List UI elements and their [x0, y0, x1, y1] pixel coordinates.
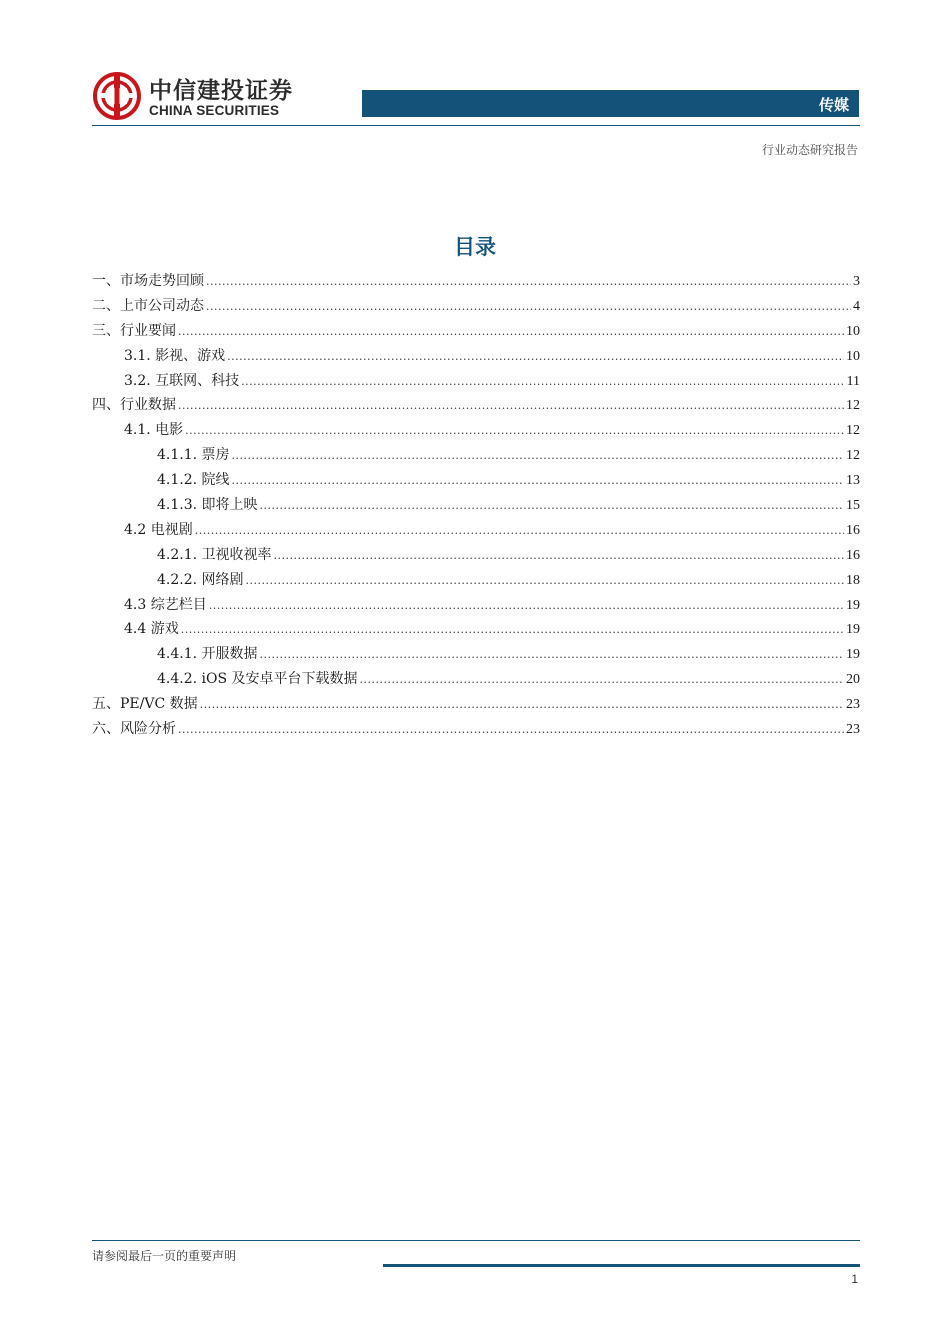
toc-entry[interactable]: [92, 345, 860, 370]
toc-entry-label: 3.1. 影视、游戏: [124, 347, 226, 364]
toc-leader: [200, 698, 844, 711]
toc-entry[interactable]: [92, 544, 860, 569]
toc-entry-page: 10: [846, 323, 860, 339]
toc-entry[interactable]: [92, 370, 860, 395]
toc-entry-label: 二、上市公司动态: [92, 297, 204, 314]
toc-entry-label: 4.4 游戏: [124, 621, 179, 638]
toc-entry[interactable]: [92, 444, 860, 469]
toc-entry-page: 12: [846, 448, 860, 464]
toc-entry-label: 四、行业数据: [92, 397, 176, 414]
toc-entry-label: 4.1.3. 即将上映: [157, 497, 258, 514]
toc-entry-label: 4.1.1. 票房: [157, 447, 230, 464]
toc-entry-page: 15: [846, 498, 860, 514]
toc-leader: [360, 673, 844, 686]
toc-entry-label: 3.2. 互联网、科技: [124, 372, 240, 389]
toc-entry-label: 4.2 电视剧: [124, 521, 193, 538]
logo-english-name: CHINA SECURITIES: [149, 103, 280, 118]
toc-leader: [274, 549, 844, 562]
company-logo: [93, 70, 303, 124]
toc-leader: [260, 648, 844, 661]
toc-entry[interactable]: [92, 718, 860, 743]
report-type-label: 行业动态研究报告: [761, 143, 858, 157]
toc-leader: [181, 623, 844, 636]
toc-entry-page: 13: [846, 473, 860, 489]
toc-entry-label: 三、行业要闻: [92, 322, 176, 339]
header-band: [362, 90, 859, 117]
toc-entry-page: 19: [846, 647, 860, 663]
toc-entry[interactable]: [92, 693, 860, 718]
toc-leader: [195, 524, 844, 537]
toc-leader: [232, 449, 844, 462]
toc-entry-label: 4.1.2. 院线: [157, 472, 230, 489]
toc-entry[interactable]: [92, 569, 860, 594]
toc-leader: [185, 424, 844, 437]
toc-entry-page: 19: [846, 597, 860, 613]
sector-label: 传媒: [818, 96, 849, 114]
toc-entry-label: 五、PE/VC 数据: [92, 696, 198, 713]
toc-entry-label: 4.4.1. 开服数据: [157, 646, 258, 663]
toc-entry[interactable]: [92, 594, 860, 619]
toc-entry-page: 12: [846, 398, 860, 414]
table-of-contents: [92, 270, 860, 743]
toc-leader: [206, 275, 851, 288]
footer-disclaimer: 请参阅最后一页的重要声明: [92, 1249, 237, 1263]
toc-entry-page: 4: [853, 298, 860, 314]
toc-entry[interactable]: [92, 295, 860, 320]
toc-entry-label: 4.4.2. iOS 及安卓平台下载数据: [157, 671, 358, 688]
toc-title: 目录: [454, 235, 496, 259]
header-divider: [92, 125, 860, 126]
toc-entry-page: 3: [853, 274, 860, 289]
citic-logo-icon: [93, 72, 141, 120]
toc-entry[interactable]: [92, 618, 860, 643]
toc-entry-label: 4.1. 电影: [124, 422, 184, 439]
toc-entry[interactable]: [92, 419, 860, 444]
toc-entry-label: 一、市场走势回顾: [92, 273, 204, 289]
toc-entry-page: 11: [846, 373, 860, 389]
toc-leader: [209, 599, 844, 612]
toc-entry-page: 23: [846, 722, 860, 738]
toc-entry[interactable]: [92, 519, 860, 544]
toc-entry-label: 4.2.2. 网络剧: [157, 571, 244, 588]
toc-leader: [178, 399, 844, 412]
logo-chinese-name: 中信建投证券: [149, 78, 293, 104]
toc-entry-page: 18: [846, 572, 860, 588]
toc-entry-page: 10: [846, 348, 860, 364]
toc-entry-label: 4.2.1. 卫视收视率: [157, 546, 272, 563]
toc-entry[interactable]: [92, 668, 860, 693]
toc-entry-page: 16: [846, 547, 860, 563]
toc-leader: [227, 350, 844, 363]
toc-entry[interactable]: [92, 394, 860, 419]
footer-divider: [92, 1240, 860, 1241]
toc-entry-label: 4.3 综艺栏目: [124, 596, 207, 613]
toc-leader: [206, 300, 851, 313]
toc-entry[interactable]: [92, 270, 860, 295]
toc-entry-page: 12: [846, 423, 860, 439]
toc-entry-label: 六、风险分析: [92, 721, 176, 738]
toc-leader: [246, 574, 844, 587]
toc-entry-page: 20: [846, 672, 860, 688]
toc-leader: [260, 499, 844, 512]
toc-entry-page: 23: [846, 697, 860, 713]
toc-entry[interactable]: [92, 494, 860, 519]
toc-entry-page: 19: [846, 622, 860, 638]
toc-leader: [241, 375, 844, 388]
toc-leader: [178, 723, 844, 736]
page-number: 1: [851, 1272, 858, 1286]
toc-leader: [178, 325, 844, 338]
toc-entry[interactable]: [92, 320, 860, 345]
footer-accent-bar: [383, 1264, 860, 1267]
toc-entry-page: 16: [846, 522, 860, 538]
toc-entry[interactable]: [92, 643, 860, 668]
toc-entry[interactable]: [92, 469, 860, 494]
toc-leader: [232, 474, 844, 487]
